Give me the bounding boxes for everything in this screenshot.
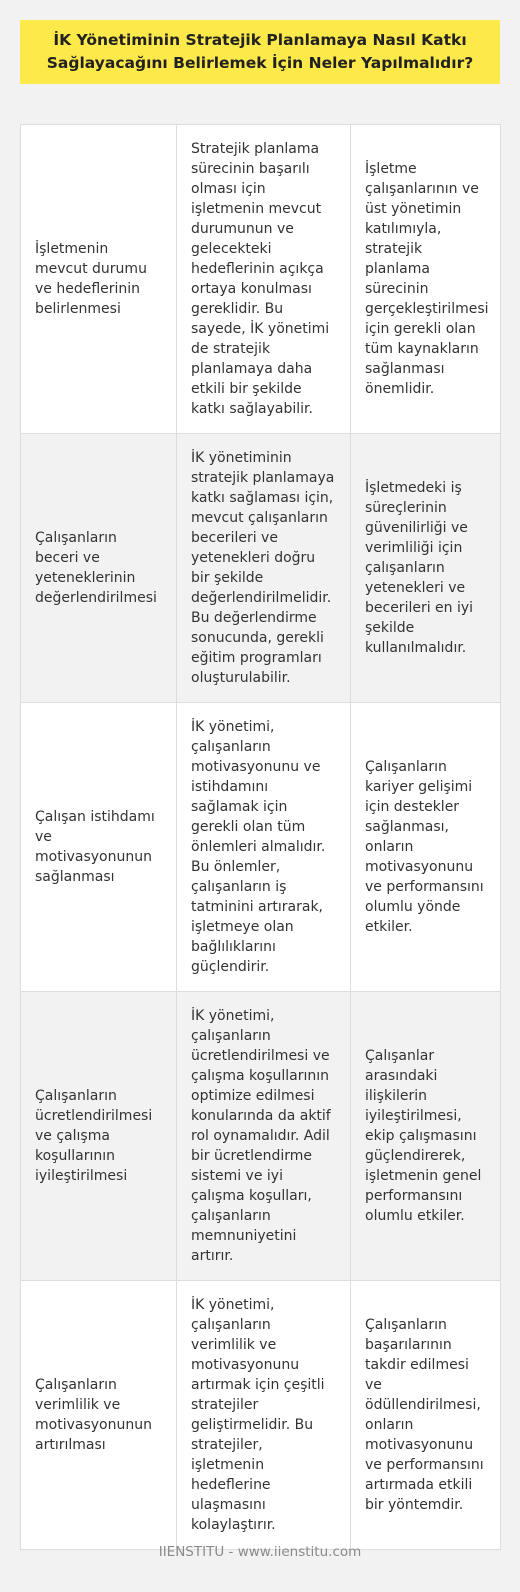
row-topic: İşletmenin mevcut durumu ve hedeflerinin belirlenmesi (21, 125, 177, 434)
table-row (21, 125, 501, 434)
table-row (21, 434, 501, 703)
row-description: İK yönetimi, çalışanların verimlilik ve motivasyonunu artırmak için çeşitli stratejiler geliştirmelidir. Bu stratejiler, işletmenin hedeflerine ulaşmasını kolaylaştırır. (177, 1281, 351, 1550)
table-row (21, 703, 501, 992)
row-description: İK yönetimi, çalışanların motivasyonunu ve istihdamını sağlamak için gerekli olan tüm önlemleri almalıdır. Bu önlemler, çalışanların iş tatminini artırarak, işletmeye olan bağlılıklarını güçlendirir. (177, 703, 351, 992)
row-note: Çalışanların kariyer gelişimi için destekler sağlanması, onların motivasyonunu ve performansını olumlu yönde etkiler. (351, 703, 501, 992)
row-note: İşletme çalışanlarının ve üst yönetimin katılımıyla, stratejik planlama sürecinin gerçekleştirilmesi için gerekli olan tüm kaynakların sağlanması önemlidir. (351, 125, 501, 434)
row-description: Stratejik planlama sürecinin başarılı olması için işletmenin mevcut durumunun ve gelecekteki hedeflerinin açıkça ortaya konulması gereklidir. Bu sayede, İK yönetimi de stratejik planlamaya daha etkili bir şekilde katkı sağlayabilir. (177, 125, 351, 434)
title-banner (20, 20, 500, 84)
row-description: İK yönetimi, çalışanların ücretlendirilmesi ve çalışma koşullarının optimize edilmesi konularında da aktif rol oynamalıdır. Adil bir ücretlendirme sistemi ve iyi çalışma koşulları, çalışanların memnuniyetini artırır. (177, 992, 351, 1281)
row-note: Çalışanların başarılarının takdir edilmesi ve ödüllendirilmesi, onların motivasyonunu ve performansını artırmada etkili bir yöntemdir. (351, 1281, 501, 1550)
row-topic: Çalışanların beceri ve yeteneklerinin değerlendirilmesi (21, 434, 177, 703)
page-title: İK Yönetiminin Stratejik Planlamaya Nasıl Katkı Sağlayacağını Belirlemek İçin Neler Yapılmalıdır? (46, 31, 474, 72)
content-table (20, 124, 501, 1550)
footer-credit: IIENSTITU - www.iienstitu.com (158, 1544, 362, 1560)
table-row (21, 992, 501, 1281)
row-topic: Çalışanların ücretlendirilmesi ve çalışma koşullarının iyileştirilmesi (21, 992, 177, 1281)
row-note: Çalışanlar arasındaki ilişkilerin iyileştirilmesi, ekip çalışmasını güçlendirerek, işletmenin genel performansını olumlu etkiler. (351, 992, 501, 1281)
table-row (21, 1281, 501, 1550)
row-topic: Çalışanların verimlilik ve motivasyonunun artırılması (21, 1281, 177, 1550)
row-description: İK yönetiminin stratejik planlamaya katkı sağlaması için, mevcut çalışanların becerileri ve yetenekleri doğru bir şekilde değerlendirilmelidir. Bu değerlendirme sonucunda, gerekli eğitim programları oluşturulabilir. (177, 434, 351, 703)
row-topic: Çalışan istihdamı ve motivasyonunun sağlanması (21, 703, 177, 992)
row-note: İşletmedeki iş süreçlerinin güvenilirliği ve verimliliği için çalışanların yetenekleri ve becerileri en iyi şekilde kullanılmalıdır. (351, 434, 501, 703)
